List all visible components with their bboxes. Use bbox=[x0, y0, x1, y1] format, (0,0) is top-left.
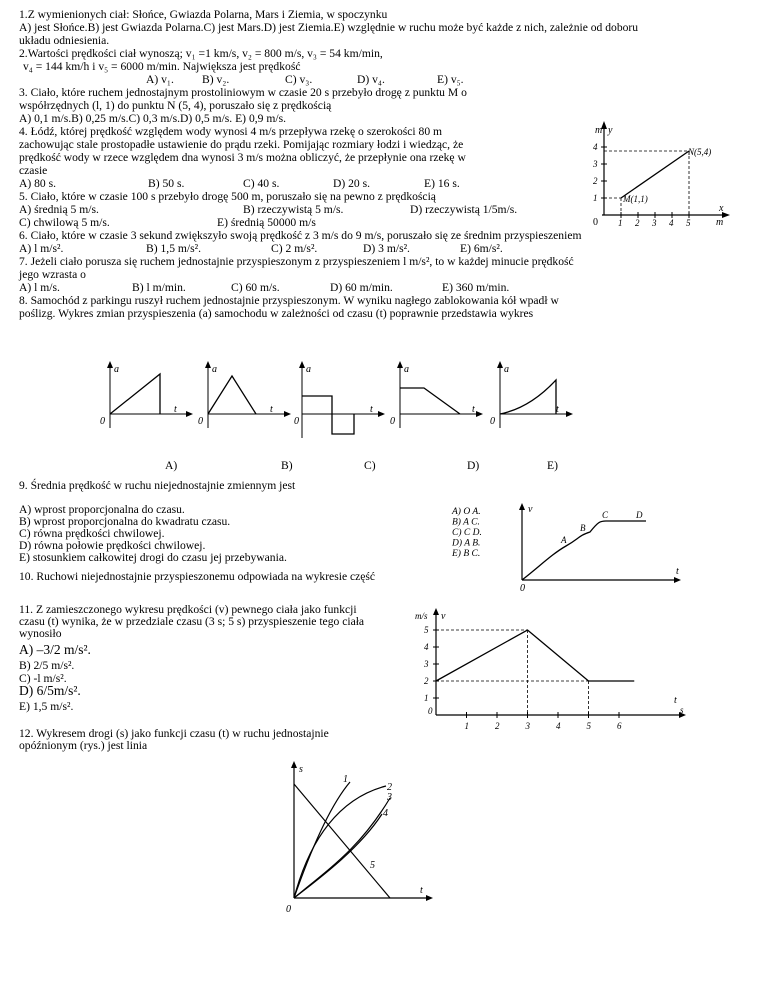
q8-graph-b bbox=[198, 361, 291, 428]
q4-option-d: D) 20 s. bbox=[333, 177, 371, 190]
q3-origin: 0 bbox=[593, 217, 598, 228]
q4-text-cont2: prędkość wody w rzece względem dna wynosi 3 m/s można obliczyć, że przepłynie ona rzekę w bbox=[19, 151, 466, 164]
q3-x-label: x bbox=[719, 203, 724, 214]
q10-t-label: t bbox=[676, 566, 679, 577]
q8-label-b: B) bbox=[281, 459, 293, 472]
q11-v-arrow bbox=[433, 608, 439, 615]
q7-option-e: E) 360 m/min. bbox=[442, 281, 510, 294]
q12-label-3: 3 bbox=[387, 792, 392, 803]
q7-option-a: A) l m/s. bbox=[19, 281, 60, 294]
q11-xtick-label: 2 bbox=[495, 721, 500, 731]
q4-text-cont1: zachowując stale prostopadłe ustawienie do prądu rzeki. Pomijając rozmiary łodzi i wiedząc, że bbox=[19, 138, 464, 151]
q3-ytick-label: 2 bbox=[593, 176, 598, 186]
q10-point-c: C bbox=[602, 510, 609, 520]
q7-option-d: D) 60 m/min. bbox=[330, 281, 393, 294]
q6-option-e: E) 6m/s². bbox=[460, 242, 503, 255]
q11-t-unit: s bbox=[680, 705, 684, 715]
q8-a-t-label: t bbox=[174, 404, 177, 415]
q8-a-axis-label: a bbox=[114, 364, 119, 375]
q3-point-m: M(1,1) bbox=[623, 194, 648, 204]
q11-xtick-label: 1 bbox=[464, 721, 469, 731]
q5-text: 5. Ciało, które w czasie 100 s przebyło drogę 500 m, poruszało się na pewno z prędkością bbox=[19, 190, 436, 203]
q8-label-e: E) bbox=[547, 459, 558, 472]
q4-option-b: B) 50 s. bbox=[148, 177, 185, 190]
q12-label-1: 1 bbox=[343, 774, 348, 785]
q12-label-5: 5 bbox=[370, 860, 375, 871]
q3-x-unit: m bbox=[716, 217, 724, 228]
q2-option-e: E) v₅. bbox=[437, 73, 464, 86]
q11-origin: 0 bbox=[428, 706, 433, 716]
q11-text: 11. Z zamieszczonego wykresu prędkości (v) pewnego ciała jako funkcji bbox=[19, 603, 357, 616]
q12-t-arrow bbox=[426, 895, 433, 901]
q8-d-axis-label: a bbox=[404, 364, 409, 375]
q8-e-axis-label: a bbox=[504, 364, 509, 375]
q10-point-d: D bbox=[636, 510, 643, 520]
q8-d-t-label: t bbox=[472, 404, 475, 415]
q7-text-cont: jego wzrasta o bbox=[19, 268, 86, 281]
q3-options: A) 0,1 m/s.B) 0,25 m/s.C) 0,3 m/s.D) 0,5 m/s. E) 0,9 m/s. bbox=[19, 112, 286, 125]
q3-y-unit: m bbox=[595, 125, 603, 136]
q4-option-a: A) 80 s. bbox=[19, 177, 57, 190]
q12-text: 12. Wykresem drogi (s) jako funkcji czasu (t) w ruchu jednostajnie bbox=[19, 727, 329, 740]
q9-option-a: A) wprost proporcjonalna do czasu. bbox=[19, 503, 185, 516]
q12-label-4: 4 bbox=[383, 808, 388, 819]
q8-figures bbox=[90, 358, 580, 443]
q11-ytick-label: 5 bbox=[424, 625, 429, 635]
q8-graph-d bbox=[390, 361, 483, 428]
q12-s-arrow bbox=[291, 761, 297, 768]
q11-option-e: E) 1,5 m/s². bbox=[19, 700, 74, 713]
q5-option-b: B) rzeczywistą 5 m/s. bbox=[243, 203, 344, 216]
q2-option-d: D) v₄. bbox=[357, 73, 385, 86]
q8-c-axis-label: a bbox=[306, 364, 311, 375]
q9-option-e: E) stosunkiem całkowitej drogi do czasu jej przebywania. bbox=[19, 551, 287, 564]
q11-ytick-label: 4 bbox=[424, 642, 429, 652]
q12-origin: 0 bbox=[286, 904, 291, 915]
q11-xtick-label: 3 bbox=[525, 721, 530, 731]
q11-xtick-label: 6 bbox=[617, 721, 622, 731]
q8-d-origin: 0 bbox=[390, 416, 395, 427]
q12-line-5 bbox=[294, 784, 390, 898]
q12-text-cont: opóźnionym (rys.) jest linia bbox=[19, 739, 148, 752]
q10-point-b: B bbox=[580, 523, 586, 533]
q9-option-b: B) wprost proporcjonalna do kwadratu czasu. bbox=[19, 515, 231, 528]
q12-line-4 bbox=[294, 814, 382, 898]
q10-option: A) O A. bbox=[452, 507, 481, 517]
q6-option-c: C) 2 m/s². bbox=[271, 242, 318, 255]
q7-text: 7. Jeżeli ciało porusza się ruchem jednostajnie przyspieszonym z przyspieszeniem l m/s², to w każdej minucie prędkość bbox=[19, 255, 574, 268]
q2-option-b: B) v₂. bbox=[202, 73, 230, 86]
q8-a-origin: 0 bbox=[100, 416, 105, 427]
q8-text-cont: poślizg. Wykres zmian przyspieszenia (a) samochodu w zależności od czasu (t) poprawnie przedstawia wykres bbox=[19, 307, 534, 320]
q8-e-t-label: t bbox=[556, 404, 559, 415]
q3-xtick-label: 1 bbox=[618, 218, 623, 228]
q8-graph-e bbox=[490, 361, 573, 428]
q3-text-cont: współrzędnych (l, 1) do punktu N (5, 4), poruszało się z prędkością bbox=[19, 99, 332, 112]
q5-option-e: E) średnią 50000 m/s bbox=[217, 216, 316, 229]
q11-ytick-label: 3 bbox=[424, 659, 429, 669]
q8-label-c: C) bbox=[364, 459, 376, 472]
q12-line-2 bbox=[294, 786, 386, 898]
q10-point-a: A bbox=[561, 535, 567, 545]
q6-option-a: A) l m/s². bbox=[19, 242, 64, 255]
q10-option: D) A B. bbox=[452, 538, 481, 549]
q8-c-t-label: t bbox=[370, 404, 373, 415]
q3-xtick-label: 2 bbox=[635, 218, 640, 228]
q10-origin: 0 bbox=[520, 583, 525, 594]
q10-text: 10. Ruchowi niejednostajnie przyspieszonemu odpowiada na wykresie część bbox=[19, 570, 376, 583]
q4-option-e: E) 16 s. bbox=[424, 177, 460, 190]
q5-option-a: A) średnią 5 m/s. bbox=[19, 203, 99, 216]
q9-option-d: D) równa połowie prędkości chwilowej. bbox=[19, 539, 206, 552]
q3-xtick-label: 5 bbox=[686, 218, 691, 228]
q1-options-cont: układu odniesienia. bbox=[19, 34, 110, 47]
q5-option-c: C) chwilową 5 m/s. bbox=[19, 216, 110, 229]
q11-xtick-label: 4 bbox=[556, 721, 561, 731]
q8-b-t-label: t bbox=[270, 404, 273, 415]
q11-text-cont1: czasu (t) wynika, że w przedziale czasu (3 s; 5 s) przyspieszenie tego ciała bbox=[19, 615, 365, 628]
q11-option-b: B) 2/5 m/s². bbox=[19, 659, 75, 672]
q3-figure bbox=[590, 117, 740, 227]
q3-ytick-label: 1 bbox=[593, 193, 598, 203]
q11-chart bbox=[410, 605, 700, 731]
q12-s-label: s bbox=[299, 764, 303, 775]
q11-ytick-label: 2 bbox=[424, 676, 429, 686]
q11-xtick-label: 5 bbox=[586, 721, 591, 731]
q10-option: B) A C. bbox=[452, 517, 480, 528]
q11-t-label: t bbox=[674, 695, 677, 706]
q10-option: C) C D. bbox=[452, 528, 482, 538]
q11-v-label: v bbox=[441, 611, 446, 622]
q8-graph-c bbox=[294, 361, 385, 438]
q11-option-a: A) –3/2 m/s². bbox=[19, 642, 91, 657]
q4-option-c: C) 40 s. bbox=[243, 177, 280, 190]
q8-e-origin: 0 bbox=[490, 416, 495, 427]
q10-v-label: v bbox=[528, 504, 533, 515]
q6-text: 6. Ciało, które w czasie 3 sekund zwiększyło swoją prędkość z 3 m/s do 9 m/s, poruszało się ze średnim przyspieszeniem bbox=[19, 229, 582, 242]
q2-option-a: A) v₁. bbox=[146, 73, 174, 86]
q3-xtick-label: 3 bbox=[652, 218, 657, 228]
q3-segment-mn bbox=[621, 151, 689, 198]
q11-option-c: C) -l m/s². bbox=[19, 672, 67, 685]
q12-label-2: 2 bbox=[387, 782, 392, 793]
q8-label-a: A) bbox=[165, 459, 178, 472]
q4-text: 4. Łódź, której prędkość względem wody wynosi 4 m/s przepływa rzekę o szerokości 80 m bbox=[19, 125, 443, 138]
q3-xtick-label: 4 bbox=[669, 218, 674, 228]
q2-option-c: C) v₃. bbox=[285, 73, 313, 86]
q4-text-cont3: czasie bbox=[19, 164, 48, 177]
q9-option-c: C) równa prędkości chwilowej. bbox=[19, 527, 165, 540]
q11-option-d: D) 6/5m/s². bbox=[19, 683, 81, 698]
q5-option-d: D) rzeczywistą 1/5m/s. bbox=[410, 203, 518, 216]
q3-point-n: N(5,4) bbox=[688, 147, 712, 157]
q7-option-b: B) l m/min. bbox=[132, 281, 186, 294]
q8-b-origin: 0 bbox=[198, 416, 203, 427]
q10-t-arrow bbox=[674, 577, 681, 583]
q2-text-cont: v₄ = 144 km/h i v₅ = 6000 m/min. Największa jest prędkość bbox=[23, 60, 301, 73]
q10-v-arrow bbox=[519, 503, 525, 510]
q2-text: 2.Wartości prędkości ciał wynoszą; v₁ =1 km/s, v₂ = 800 m/s, v₃ = 54 km/min, bbox=[19, 47, 383, 60]
q11-text-cont2: wynosiło bbox=[19, 627, 62, 640]
q3-ytick-label: 3 bbox=[593, 159, 598, 169]
q11-unit: m/s bbox=[415, 611, 428, 621]
q8-text: 8. Samochód z parkingu ruszył ruchem jednostajnie przyspieszonym. W wyniku nagłego zablokowania kół wpadł w bbox=[19, 294, 559, 307]
q8-graph-a bbox=[100, 361, 193, 428]
q8-b-axis-label: a bbox=[212, 364, 217, 375]
q12-figure bbox=[280, 758, 440, 916]
q8-c-origin: 0 bbox=[294, 416, 299, 427]
q10-option: E) B C. bbox=[452, 549, 481, 559]
q9-text: 9. Średnia prędkość w ruchu niejednostajnie zmiennym jest bbox=[19, 479, 296, 492]
q12-t-label: t bbox=[420, 885, 423, 896]
q3-y-label: y bbox=[608, 125, 613, 136]
q6-option-d: D) 3 m/s². bbox=[363, 242, 410, 255]
q11-ytick-label: 1 bbox=[424, 693, 429, 703]
q1-options: A) jest Słońce.B) jest Gwiazda Polarna.C) jest Mars.D) jest Ziemia.E) względnie w ruchu może być każde z nich, zależnie od doboru bbox=[19, 21, 639, 34]
q1-text: 1.Z wymienionych ciał: Słońce, Gwiazda Polarna, Mars i Ziemia, w spoczynku bbox=[19, 8, 388, 21]
q3-ytick-label: 4 bbox=[593, 142, 598, 152]
q6-option-b: B) 1,5 m/s². bbox=[146, 242, 202, 255]
q8-label-d: D) bbox=[467, 459, 480, 472]
q7-option-c: C) 60 m/s. bbox=[231, 281, 280, 294]
q11-series-line bbox=[436, 630, 634, 681]
q3-text: 3. Ciało, które ruchem jednostajnym prostoliniowym w czasie 20 s przebyło drogę z punktu M o bbox=[19, 86, 467, 99]
q10-figure bbox=[450, 500, 690, 592]
q12-line-3 bbox=[294, 798, 390, 898]
